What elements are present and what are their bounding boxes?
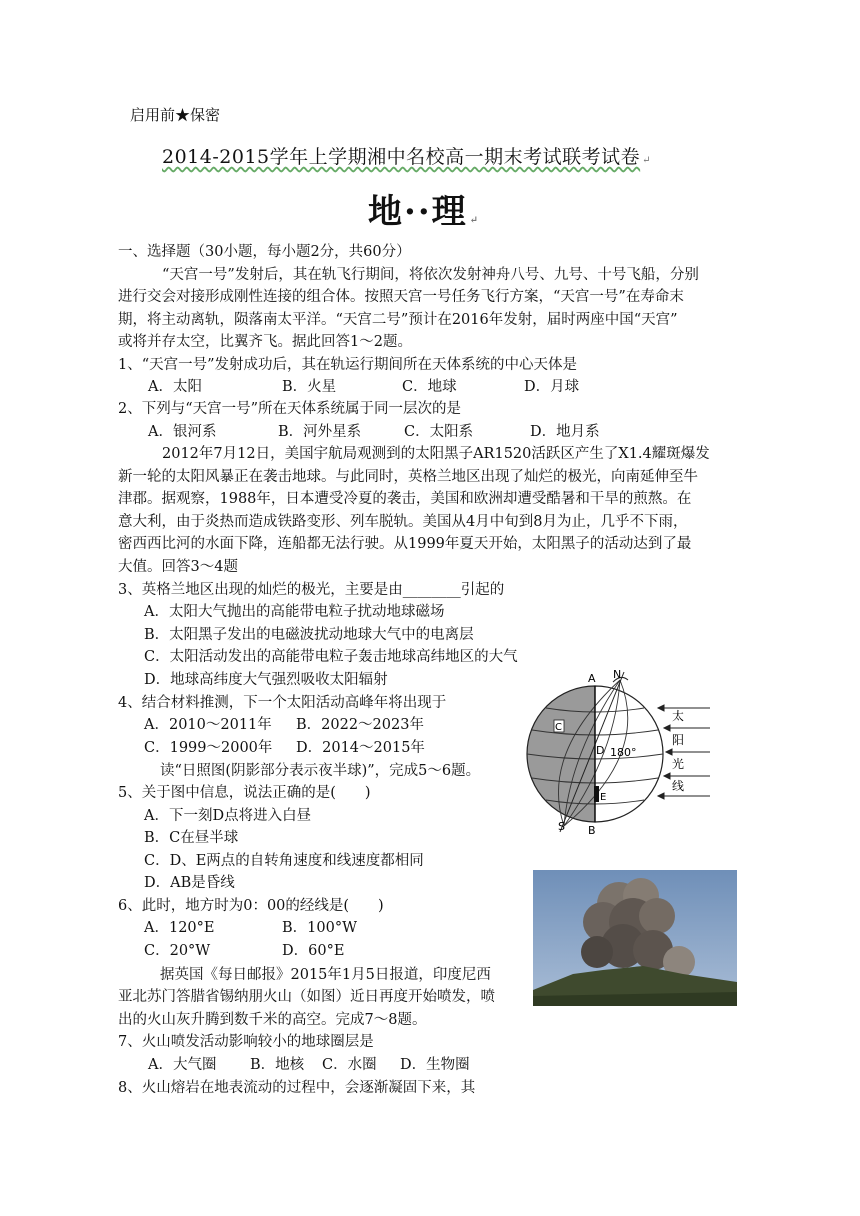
- question-7-stem: 7、火山喷发活动影响较小的地球圈层是: [118, 1034, 374, 1050]
- passage1-line: “天宫一号”发射后，其在轨飞行期间，将依次发射神舟八号、九号、十号飞船，分别: [162, 267, 699, 283]
- label-a: A: [588, 672, 596, 685]
- passage2-line: 意大利，由于炎热而造成铁路变形、列车脱轨。美国从4月中旬到8月为止，几乎不下雨，: [118, 514, 688, 530]
- passage3-line: 亚北苏门答腊省锡纳朋火山（如图）近日再度开始喷发，喷: [118, 989, 495, 1005]
- secret-label: 启用前★保密: [130, 106, 221, 124]
- question-2-stem: 2、下列与“天宫一号”所在天体系统属于同一层次的是: [118, 401, 462, 417]
- exam-title: [162, 146, 651, 172]
- passage2-line: 密西西比河的水面下降，连船都无法行驶。从1999年夏天开始，太阳黑子的活动达到了最: [118, 536, 692, 552]
- question-6-option-d: D．60°E: [282, 943, 345, 959]
- question-2-option-d: D．地月系: [530, 424, 600, 440]
- passage1-line: 期，将主动离轨，陨落南太平洋。“天宫二号”预计在2016年发射，届时两座中国“天宫”: [118, 312, 678, 328]
- passage3-line: 据英国《每日邮报》2015年1月5日报道，印度尼西: [160, 967, 491, 983]
- sunlight-char-4: 线: [672, 779, 685, 793]
- label-s: S: [558, 820, 565, 833]
- paragraph-mark-icon: ↵: [642, 155, 652, 166]
- exam-title-text: 2014-2015学年上学期湘中名校高一期末考试联考试卷: [162, 146, 641, 168]
- question-3-option-c: C．太阳活动发出的高能带电粒子轰击地球高纬地区的大气: [144, 649, 518, 665]
- earth-globe: [527, 672, 663, 832]
- question-6-option-b: B．100°W: [282, 920, 357, 936]
- question-4-option-c: C．1999～2000年: [144, 740, 273, 756]
- question-3-stem: 3、英格兰地区出现的灿烂的极光，主要是由________引起的: [118, 582, 505, 598]
- section-heading: 一、选择题（30小题，每小题2分，共60分）: [118, 244, 411, 260]
- question-5-option-b: B．C在昼半球: [144, 830, 239, 846]
- sunlight-char-3: 光: [672, 757, 685, 771]
- question-5-option-c: C．D、E两点的自转角速度和线速度都相同: [144, 853, 424, 869]
- passage2-line: 大值。回答3～4题: [118, 559, 238, 575]
- question-7-option-b: B．地核: [250, 1057, 305, 1073]
- question-2-option-b: B．河外星系: [278, 424, 362, 440]
- question-5-option-d: D．AB是昏线: [144, 875, 235, 891]
- sunlight-char-2: 阳: [672, 733, 685, 747]
- question-4-option-a: A．2010～2011年: [144, 717, 272, 733]
- question-1-option-b: B．火星: [282, 379, 337, 395]
- question-7-option-a: A．大气圈: [148, 1057, 217, 1073]
- question-3-option-d: D．地球高纬度大气强烈吸收太阳辐射: [144, 672, 388, 688]
- question-5-stem: 5、关于图中信息，说法正确的是( ): [118, 785, 371, 801]
- paragraph-mark-icon: ↵: [469, 215, 481, 226]
- question-7-option-d: D．生物圈: [400, 1057, 470, 1073]
- intro-5-6: 读“日照图(阴影部分表示夜半球)”，完成5～6题。: [160, 763, 481, 779]
- label-angle: 180°: [610, 746, 637, 759]
- label-d: D: [596, 744, 605, 757]
- question-4-option-b: B．2022～2023年: [296, 717, 424, 733]
- question-1-option-c: C．地球: [402, 379, 457, 395]
- passage3-line: 出的火山灰升腾到数千米的高空。完成7～8题。: [118, 1012, 427, 1028]
- label-n: N: [613, 668, 622, 681]
- question-5-option-a: A．下一刻D点将进入白昼: [144, 808, 312, 824]
- question-2-option-c: C．太阳系: [404, 424, 474, 440]
- question-3-option-a: A．太阳大气抛出的高能带电粒子扰动地球磁场: [144, 604, 445, 620]
- question-6-option-c: C．20°W: [144, 943, 211, 959]
- question-8-stem: 8、火山熔岩在地表流动的过程中，会逐渐凝固下来，其: [118, 1080, 476, 1096]
- passage1-line: 进行交会对接形成刚性连接的组合体。按照天宫一号任务飞行方案，“天宫一号”在寿命末: [118, 289, 684, 305]
- question-1-stem: 1、“天宫一号”发射成功后，其在轨运行期间所在天体系统的中心天体是: [118, 357, 578, 373]
- question-1-option-d: D．月球: [524, 379, 580, 395]
- question-7-option-c: C．水圈: [322, 1057, 377, 1073]
- passage2-line: 津郡。据观察，1988年，日本遭受冷夏的袭击，美国和欧洲却遭受酷暑和干旱的煎熬。在: [118, 491, 692, 507]
- passage1-line: 或将并存太空，比翼齐飞。据此回答1～2题。: [118, 334, 412, 350]
- subject-title-text: 地··理: [368, 192, 468, 232]
- volcano-photo: [533, 870, 737, 1006]
- night-hemisphere: [527, 686, 595, 822]
- sunlight-diagram: [520, 668, 720, 836]
- question-4-option-d: D．2014～2015年: [296, 740, 425, 756]
- question-6-stem: 6、此时，地方时为0：00的经线是( ): [118, 898, 384, 914]
- question-6-option-a: A．120°E: [144, 920, 215, 936]
- passage2-line: 2012年7月12日，美国宇航局观测到的太阳黑子AR1520活跃区产生了X1.4耀斑爆发: [162, 446, 710, 462]
- question-4-stem: 4、结合材料推测，下一个太阳活动高峰年将出现于: [118, 695, 447, 711]
- question-3-option-b: B．太阳黑子发出的电磁波扰动地球大气中的电离层: [144, 627, 474, 643]
- subject-title: [368, 192, 480, 241]
- sunlight-char-1: 太: [672, 709, 685, 723]
- passage2-line: 新一轮的太阳风暴正在袭击地球。与此同时，英格兰地区出现了灿烂的极光，向南延伸至牛: [118, 469, 698, 485]
- label-e: E: [600, 792, 607, 803]
- label-c: C: [555, 722, 562, 733]
- label-b: B: [588, 824, 596, 836]
- question-2-option-a: A．银河系: [148, 424, 217, 440]
- question-1-option-a: A．太阳: [148, 379, 202, 395]
